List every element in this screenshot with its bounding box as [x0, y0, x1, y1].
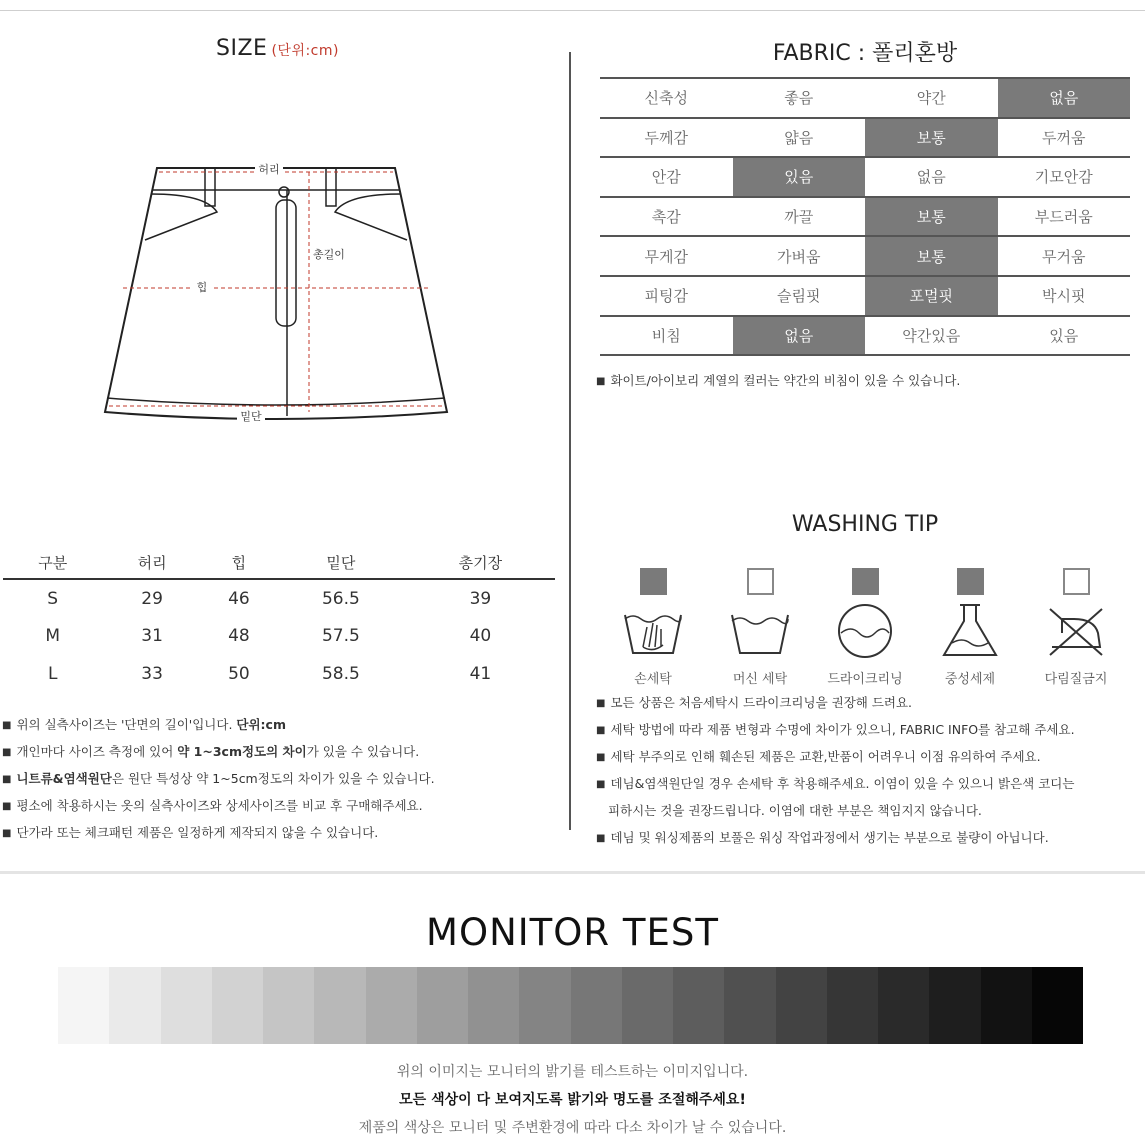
waist-label: 허리	[258, 163, 280, 176]
gradient-swatch	[981, 967, 1032, 1044]
fabric-option: 가벼움	[733, 236, 866, 276]
top-divider	[0, 10, 1145, 11]
size-table	[3, 547, 555, 693]
section-separator	[0, 871, 1145, 874]
fabric-row-label: 피팅감	[600, 276, 733, 316]
gradient-swatch	[263, 967, 314, 1044]
fabric-row-label: 신축성	[600, 78, 733, 118]
fabric-option: 두꺼움	[998, 118, 1131, 158]
table-cell: 31	[141, 626, 163, 646]
washing-note: ■ 모든 상품은 처음세탁시 드라이크리닝을 권장해 드려요.	[596, 692, 1141, 719]
wash-checkbox	[852, 568, 879, 595]
fabric-option: 슬림핏	[733, 276, 866, 316]
size-notes	[2, 714, 562, 849]
fabric-option: 얇음	[733, 118, 866, 158]
gradient-swatch	[109, 967, 160, 1044]
wash-item-no-ironing	[1031, 568, 1121, 687]
size-title: SIZE	[216, 36, 268, 61]
monitor-title: MONITOR TEST	[426, 911, 719, 954]
gradient-swatch	[417, 967, 468, 1044]
fabric-row	[600, 78, 1130, 118]
note-text: 위의 실측사이즈는 '단면의 길이'입니다.	[16, 717, 237, 732]
wash-label: 드라이크리닝	[827, 672, 903, 687]
note-bold: 니트류&염색원단	[16, 771, 112, 786]
gradient-swatch	[314, 967, 365, 1044]
size-note	[2, 714, 562, 741]
wash-item-machine-wash	[715, 568, 805, 687]
table-cell: M	[45, 626, 61, 646]
table-cell: L	[47, 664, 58, 684]
fabric-row	[600, 157, 1130, 197]
table-cell: 58.5	[321, 664, 360, 684]
fabric-option: 부드러움	[998, 197, 1131, 237]
table-cell: 39	[469, 588, 492, 609]
wash-label: 머신 세탁	[732, 672, 788, 687]
size-note	[2, 795, 562, 822]
gradient-swatch	[673, 967, 724, 1044]
wash-checkbox	[747, 568, 774, 595]
monitor-text-bold: 모든 색상이 다 보여지도록 밝기와 명도를 조절해주세요!	[399, 1092, 746, 1108]
fabric-row-label: 안감	[600, 157, 733, 197]
length-label: 총길이	[313, 248, 345, 261]
fabric-option-selected: 없음	[733, 316, 866, 356]
size-note	[2, 768, 562, 795]
table-cell: 40	[469, 626, 492, 646]
washing-note: ■ 세탁 방법에 따라 제품 변형과 수명에 차이가 있으니, FABRIC INFO를 참고해 주세요.	[596, 719, 1141, 746]
washing-note: ■ 데님&염색원단일 경우 손세탁 후 착용해주세요. 이염이 있을 수 있으니 밝은색 코디는	[596, 773, 1141, 800]
fabric-option: 박시핏	[998, 276, 1131, 316]
fabric-option-selected: 있음	[733, 157, 866, 197]
fabric-option: 약간있음	[865, 316, 998, 356]
gradient-swatch	[622, 967, 673, 1044]
gradient-swatch	[519, 967, 570, 1044]
fabric-title: FABRIC : 폴리혼방	[772, 41, 958, 66]
fabric-option: 무거움	[998, 236, 1131, 276]
gradient-swatch	[827, 967, 878, 1044]
note-text: 은 원단 특성상 약 1~5cm정도의 차이가 있을 수 있습니다.	[111, 771, 435, 786]
wash-label: 중성세제	[944, 672, 996, 687]
wash-item-neutral-detergent	[925, 568, 1015, 687]
table-cell: 41	[469, 664, 492, 684]
washing-title: WASHING TIP	[791, 512, 939, 537]
gradient-swatch	[161, 967, 212, 1044]
table-cell: 46	[228, 588, 250, 609]
fabric-row-label: 무게감	[600, 236, 733, 276]
fabric-option: 좋음	[733, 78, 866, 118]
fabric-row	[600, 197, 1130, 237]
fabric-option: 없음	[865, 157, 998, 197]
size-table-header	[3, 547, 555, 579]
size-unit: (단위:cm)	[271, 43, 339, 59]
hem-label: 밑단	[240, 410, 262, 423]
table-cell: 50	[228, 664, 250, 684]
wash-label: 다림질금지	[1044, 672, 1108, 687]
size-heading	[0, 36, 555, 61]
table-cell: 56.5	[321, 588, 360, 609]
fabric-option: 약간	[865, 78, 998, 118]
washing-notes	[596, 692, 1141, 854]
gradient-swatch	[929, 967, 980, 1044]
skirt-diagram	[95, 150, 465, 450]
gradient-swatch	[776, 967, 827, 1044]
fabric-option-selected: 없음	[998, 78, 1131, 118]
gradient-swatch	[571, 967, 622, 1044]
gradient-swatch	[724, 967, 775, 1044]
fabric-option: 기모안감	[998, 157, 1131, 197]
gradient-swatch	[58, 967, 109, 1044]
gradient-swatch	[366, 967, 417, 1044]
gradient-swatch	[212, 967, 263, 1044]
note-text: 가 있을 수 있습니다.	[306, 744, 420, 759]
wash-item-hand-wash	[608, 568, 698, 687]
fabric-option: 까끌	[733, 197, 866, 237]
fabric-row-label: 두께감	[600, 118, 733, 158]
fabric-row	[600, 276, 1130, 316]
wash-checkbox	[957, 568, 984, 595]
table-row	[3, 579, 555, 617]
size-note	[2, 822, 562, 849]
note-text: 단가라 또는 체크패턴 제품은 일정하게 제작되지 않을 수 있습니다.	[16, 825, 379, 840]
table-cell: 48	[228, 626, 250, 646]
fabric-row	[600, 118, 1130, 158]
note-bold: 단위:cm	[236, 717, 286, 732]
fabric-option-selected: 보통	[865, 118, 998, 158]
table-cell: 33	[141, 664, 163, 684]
neutral-detergent-icon	[938, 603, 1002, 659]
fabric-row-label: 비침	[600, 316, 733, 356]
fabric-row-label: 촉감	[600, 197, 733, 237]
col-header: 힙	[202, 547, 276, 579]
fabric-option-selected: 보통	[865, 197, 998, 237]
size-note	[2, 741, 562, 768]
machine-wash-icon	[728, 603, 792, 659]
col-header: 허리	[102, 547, 201, 579]
table-row	[3, 617, 555, 655]
table-cell: 29	[141, 588, 163, 609]
table-cell: 57.5	[321, 626, 360, 646]
note-text: 평소에 착용하시는 옷의 실측사이즈와 상세사이즈를 비교 후 구매해주세요.	[16, 798, 423, 813]
dry-clean-icon	[833, 603, 897, 659]
washing-note: ■ 세탁 부주의로 인해 훼손된 제품은 교환,반품이 어려우니 이점 유의하여 주세요.	[596, 746, 1141, 773]
fabric-note: ■ 화이트/아이보리 계열의 컬러는 약간의 비침이 있을 수 있습니다.	[596, 371, 960, 389]
hip-label: 힙	[196, 281, 208, 294]
fabric-option-selected: 보통	[865, 236, 998, 276]
wash-checkbox	[1063, 568, 1090, 595]
note-text: 개인마다 사이즈 측정에 있어	[16, 744, 178, 759]
table-row	[3, 655, 555, 693]
fabric-row	[600, 236, 1130, 276]
gradient-swatch	[1032, 967, 1083, 1044]
fabric-row	[600, 316, 1130, 356]
wash-item-dry-clean	[820, 568, 910, 687]
monitor-text: 제품의 색상은 모니터 및 주변환경에 따라 다소 차이가 날 수 있습니다.	[358, 1120, 787, 1136]
washing-note: ■ 데님 및 워싱제품의 보풀은 워싱 작업과정에서 생기는 부분으로 불량이 아닙니다.	[596, 827, 1141, 854]
fabric-option-selected: 포멀핏	[865, 276, 998, 316]
col-header: 밑단	[276, 547, 406, 579]
note-bold: 약 1~3cm정도의 차이	[177, 744, 307, 759]
monitor-text: 위의 이미지는 모니터의 밝기를 테스트하는 이미지입니다.	[396, 1064, 749, 1080]
monitor-gradient	[58, 967, 1083, 1044]
washing-note-continued: 피하시는 것을 권장드립니다. 이염에 대한 부분은 책임지지 않습니다.	[608, 803, 982, 818]
col-header: 총기장	[406, 547, 555, 579]
center-divider	[569, 52, 571, 830]
table-cell: S	[47, 588, 59, 609]
wash-checkbox	[640, 568, 667, 595]
fabric-option: 있음	[998, 316, 1131, 356]
fabric-table	[600, 77, 1130, 356]
no-ironing-icon	[1044, 603, 1108, 659]
col-header: 구분	[3, 547, 102, 579]
hand-wash-icon	[621, 603, 685, 659]
gradient-swatch	[468, 967, 519, 1044]
wash-label: 손세탁	[634, 672, 672, 687]
gradient-swatch	[878, 967, 929, 1044]
